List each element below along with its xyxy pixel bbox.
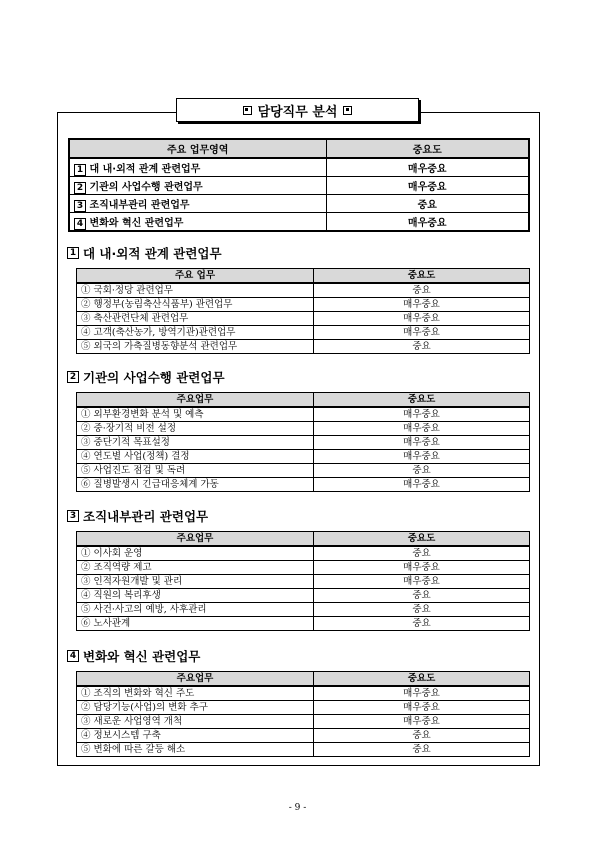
importance-cell: 중요 <box>314 743 530 757</box>
importance-cell: 매우중요 <box>314 715 530 729</box>
header-importance: 중요도 <box>314 269 530 284</box>
section-3-table <box>76 531 530 631</box>
importance-cell: 매우중요 <box>314 701 530 715</box>
table-row <box>77 561 530 575</box>
task-cell: ③ 중단기적 목표설정 <box>77 436 314 450</box>
section-number-badge: 4 <box>74 218 86 230</box>
importance-cell: 매우중요 <box>314 312 530 326</box>
task-cell: ② 행정부(농림축산식품부) 관련업무 <box>77 298 314 312</box>
summary-row <box>69 195 529 213</box>
summary-area: 대 내·외적 관계 관련업무 <box>89 163 201 175</box>
importance-cell: 중요 <box>314 464 530 478</box>
task-cell: ② 중·장기적 비전 설정 <box>77 422 314 436</box>
task-cell: ① 조직의 변화와 혁신 주도 <box>77 686 314 701</box>
section-number-badge: 2 <box>74 182 86 194</box>
summary-row <box>69 177 529 195</box>
header-importance: 중요도 <box>314 393 530 408</box>
table-row <box>77 686 530 701</box>
section-number-badge: 3 <box>74 200 86 212</box>
table-row <box>77 422 530 436</box>
section-heading <box>67 368 225 386</box>
task-cell: ⑤ 변화에 따른 갈등 해소 <box>77 743 314 757</box>
section-2-table <box>76 392 530 492</box>
importance-cell: 중요 <box>314 617 530 631</box>
task-cell: ⑤ 사업진도 점검 및 독려 <box>77 464 314 478</box>
task-cell: ③ 인적자원개발 및 관리 <box>77 575 314 589</box>
table-row <box>77 743 530 757</box>
table-row <box>77 298 530 312</box>
summary-area: 기관의 사업수행 관련업무 <box>89 181 203 193</box>
summary-importance: 중요 <box>326 195 529 213</box>
importance-cell: 매우중요 <box>314 422 530 436</box>
importance-cell: 중요 <box>314 546 530 561</box>
task-cell: ① 외부환경변화 분석 및 예측 <box>77 407 314 422</box>
table-row <box>77 715 530 729</box>
task-cell: ⑥ 질병발생시 긴급대응체계 가동 <box>77 478 314 492</box>
page-title: 담당직무 분석 <box>257 104 338 120</box>
summary-importance: 매우중요 <box>326 158 529 177</box>
table-row <box>77 478 530 492</box>
table-row <box>77 603 530 617</box>
summary-importance: 매우중요 <box>326 213 529 232</box>
section-number-badge: 1 <box>67 247 79 259</box>
task-cell: ① 이사회 운영 <box>77 546 314 561</box>
task-cell: ④ 정보시스템 구축 <box>77 729 314 743</box>
table-row <box>77 340 530 354</box>
task-cell: ④ 연도별 사업(정책) 결정 <box>77 450 314 464</box>
header-task: 주요업무 <box>77 393 314 408</box>
importance-cell: 매우중요 <box>314 407 530 422</box>
header-task: 주요업무 <box>77 532 314 547</box>
task-cell: ① 국회·정당 관련업무 <box>77 283 314 298</box>
header-importance: 중요도 <box>314 532 530 547</box>
importance-cell: 중요 <box>314 603 530 617</box>
summary-table <box>68 138 530 232</box>
section-heading <box>67 647 200 665</box>
importance-cell: 매우중요 <box>314 686 530 701</box>
title-box <box>176 98 419 122</box>
page-number: - 9 - <box>288 803 307 813</box>
importance-cell: 중요 <box>314 283 530 298</box>
section-heading-text: 변화와 혁신 관련업무 <box>83 649 201 664</box>
header-importance: 중요도 <box>314 672 530 687</box>
section-4-table <box>76 671 530 757</box>
importance-cell: 중요 <box>314 589 530 603</box>
section-heading-text: 기관의 사업수행 관련업무 <box>83 370 225 385</box>
summary-importance: 매우중요 <box>326 177 529 195</box>
square-bullet-icon <box>343 106 352 115</box>
section-heading <box>67 244 222 262</box>
importance-cell: 매우중요 <box>314 561 530 575</box>
section-heading-text: 대 내·외적 관계 관련업무 <box>83 246 222 261</box>
table-row <box>77 729 530 743</box>
summary-area: 변화와 혁신 관련업무 <box>89 217 184 229</box>
importance-cell: 매우중요 <box>314 436 530 450</box>
task-cell: ④ 직원의 복리후생 <box>77 589 314 603</box>
importance-cell: 중요 <box>314 729 530 743</box>
section-heading-text: 조직내부관리 관련업무 <box>83 509 209 524</box>
table-row <box>77 436 530 450</box>
section-heading <box>67 507 208 525</box>
table-row <box>77 464 530 478</box>
task-cell: ③ 축산관련단체 관련업무 <box>77 312 314 326</box>
table-row <box>77 407 530 422</box>
task-cell: ⑤ 외국의 가축질병동향분석 관련업무 <box>77 340 314 354</box>
task-cell: ③ 새로운 사업영역 개척 <box>77 715 314 729</box>
task-cell: ② 담당기능(사업)의 변화 추구 <box>77 701 314 715</box>
table-row <box>77 283 530 298</box>
task-cell: ⑤ 사건·사고의 예방, 사후관리 <box>77 603 314 617</box>
task-cell: ④ 고객(축산농가, 방역기관)관련업무 <box>77 326 314 340</box>
table-row <box>77 326 530 340</box>
importance-cell: 중요 <box>314 340 530 354</box>
summary-area: 조직내부관리 관련업무 <box>89 199 190 211</box>
importance-cell: 매우중요 <box>314 298 530 312</box>
table-row <box>77 589 530 603</box>
summary-row <box>69 213 529 232</box>
task-cell: ② 조직역량 제고 <box>77 561 314 575</box>
section-number-badge: 2 <box>67 371 79 383</box>
section-number-badge: 3 <box>67 510 79 522</box>
table-row <box>77 575 530 589</box>
summary-header-importance: 중요도 <box>326 139 529 158</box>
table-row <box>77 312 530 326</box>
importance-cell: 매우중요 <box>314 575 530 589</box>
summary-header-area: 주요 업무영역 <box>69 139 326 158</box>
section-number-badge: 4 <box>67 650 79 662</box>
header-task: 주요 업무 <box>77 269 314 284</box>
section-1-table <box>76 268 530 354</box>
task-cell: ⑥ 노사관계 <box>77 617 314 631</box>
square-bullet-icon <box>243 106 252 115</box>
table-row <box>77 701 530 715</box>
table-row <box>77 617 530 631</box>
importance-cell: 매우중요 <box>314 450 530 464</box>
importance-cell: 매우중요 <box>314 326 530 340</box>
header-task: 주요업무 <box>77 672 314 687</box>
importance-cell: 매우중요 <box>314 478 530 492</box>
table-row <box>77 546 530 561</box>
section-number-badge: 1 <box>74 164 86 176</box>
summary-row <box>69 158 529 177</box>
table-row <box>77 450 530 464</box>
